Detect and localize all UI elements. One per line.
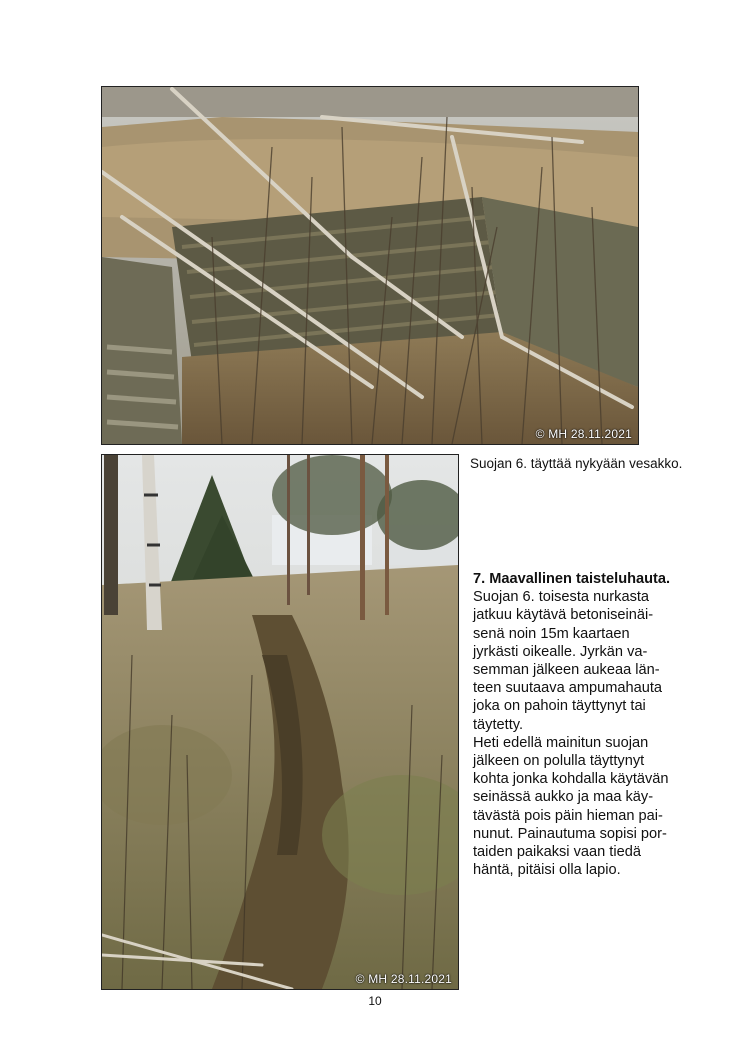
body-line: semman jälkeen aukeaa län-	[473, 662, 660, 679]
section-title: 7. Maavallinen taisteluhauta.	[473, 571, 671, 587]
body-line: jälkeen on polulla täyttynyt	[473, 753, 645, 770]
body-line: Suojan 6. toisesta nurkasta	[473, 589, 650, 606]
body-line: jatkuu käytävä betoniseinäi-	[473, 607, 654, 624]
photo-caption: Suojan 6. täyttää nykyään vesakko.	[470, 456, 683, 471]
photo-credit: © MH 28.11.2021	[355, 972, 452, 986]
body-line: Heti edellä mainitun suojan	[473, 734, 649, 751]
body-line: teen suutaava ampumahauta	[473, 680, 663, 697]
body-line: taiden paikaksi vaan tiedä	[473, 844, 641, 861]
section-body	[473, 588, 683, 879]
photo-credit: © MH 28.11.2021	[535, 427, 632, 441]
body-line: senä noin 15m kaartaen	[473, 625, 630, 642]
bunker-photo-image	[102, 87, 638, 444]
body-line: tävästä pois päin hieman pai-	[473, 807, 663, 824]
trench-photo	[101, 454, 459, 990]
body-line: häntä, pitäisi olla lapio.	[473, 862, 621, 879]
body-line: täytetty.	[473, 716, 524, 733]
body-line: joka on pahoin täyttynyt tai	[473, 698, 646, 715]
page-number: 10	[368, 994, 382, 1008]
body-line: jyrkästi oikealle. Jyrkän va-	[473, 643, 648, 660]
section-text	[473, 570, 683, 879]
bunker-photo	[101, 86, 639, 445]
body-line: seinässä aukko ja maa käy-	[473, 789, 654, 806]
body-line: kohta jonka kohdalla käytävän	[473, 771, 669, 788]
body-line: nunut. Painautuma sopisi por-	[473, 825, 667, 842]
trench-photo-image	[102, 455, 458, 989]
